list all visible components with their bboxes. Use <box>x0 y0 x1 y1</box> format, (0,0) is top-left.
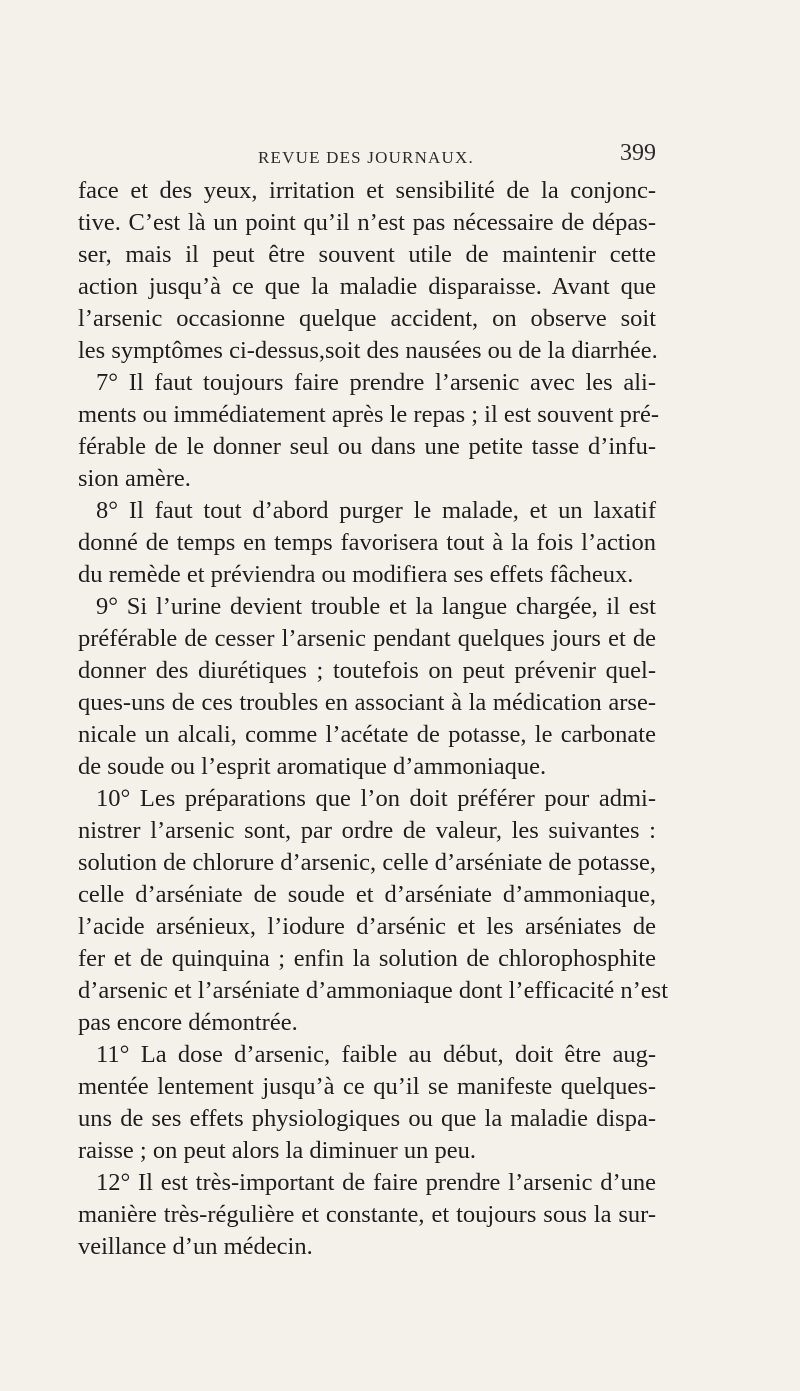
text-line: 11° La dose d’arsenic, faible au début, doit être aug- <box>96 1041 656 1068</box>
text-line: 9° Si l’urine devient trouble et la langue chargée, il est <box>96 593 656 620</box>
text-line: donner des diurétiques ; toutefois on peut prévenir quel- <box>78 657 656 684</box>
text-line: nistrer l’arsenic sont, par ordre de valeur, les suivantes : <box>78 817 656 844</box>
text-line: 10° Les préparations que l’on doit préférer pour admi- <box>96 785 656 812</box>
text-line: donné de temps en temps favorisera tout à la fois l’action <box>78 529 656 556</box>
text-line: 12° Il est très-important de faire prendre l’arsenic d’une <box>96 1169 656 1196</box>
text-line: d’arsenic et l’arséniate d’ammoniaque dont l’efficacité n’est <box>78 977 668 1004</box>
text-line: 7° Il faut toujours faire prendre l’arsenic avec les ali- <box>96 369 656 396</box>
text-line: sion amère. <box>78 465 191 492</box>
text-line: pas encore démontrée. <box>78 1009 298 1036</box>
text-line: tive. C’est là un point qu’il n’est pas nécessaire de dépas- <box>78 209 656 236</box>
text-line: préférable de cesser l’arsenic pendant quelques jours et de <box>78 625 656 652</box>
text-line: l’arsenic occasionne quelque accident, on observe soit <box>78 305 656 332</box>
text-line: mentée lentement jusqu’à ce qu’il se manifeste quelques- <box>78 1073 656 1100</box>
text-line: uns de ses effets physiologiques ou que la maladie dispa- <box>78 1105 656 1132</box>
text-line: nicale un alcali, comme l’acétate de potasse, le carbonate <box>78 721 656 748</box>
text-line: action jusqu’à ce que la maladie disparaisse. Avant que <box>78 273 656 300</box>
text-line: raisse ; on peut alors la diminuer un peu. <box>78 1137 477 1164</box>
text-line: ments ou immédiatement après le repas ; il est souvent pré- <box>78 401 660 428</box>
page-number: 399 <box>620 140 656 166</box>
text-line: férable de le donner seul ou dans une petite tasse d’infu- <box>78 433 656 460</box>
text-line: fer et de quinquina ; enfin la solution de chlorophosphite <box>78 945 656 972</box>
text-line: 8° Il faut tout d’abord purger le malade, et un laxatif <box>96 497 656 524</box>
text-line: solution de chlorure d’arsenic, celle d’arséniate de potasse, <box>78 849 656 876</box>
text-line: face et des yeux, irritation et sensibilité de la conjonc- <box>78 177 656 204</box>
text-line: l’acide arsénieux, l’iodure d’arsénic et les arséniates de <box>78 913 656 940</box>
text-line: les symptômes ci-dessus,soit des nausées ou de la diarrhée. <box>78 337 658 364</box>
text-line: du remède et préviendra ou modifiera ses effets fâcheux. <box>78 561 634 588</box>
text-line: celle d’arséniate de soude et d’arséniate d’ammoniaque, <box>78 881 656 908</box>
text-line: de soude ou l’esprit aromatique d’ammoniaque. <box>78 753 547 780</box>
text-line: manière très-régulière et constante, et toujours sous la sur- <box>78 1201 656 1228</box>
text-line: ques-uns de ces troubles en associant à la médication arse- <box>78 689 656 716</box>
running-head: REVUE DES JOURNAUX. <box>258 148 474 167</box>
text-line: ser, mais il peut être souvent utile de maintenir cette <box>78 241 656 268</box>
body-text <box>78 175 668 1263</box>
text-line: veillance d’un médecin. <box>78 1233 313 1260</box>
page-header <box>78 140 656 170</box>
